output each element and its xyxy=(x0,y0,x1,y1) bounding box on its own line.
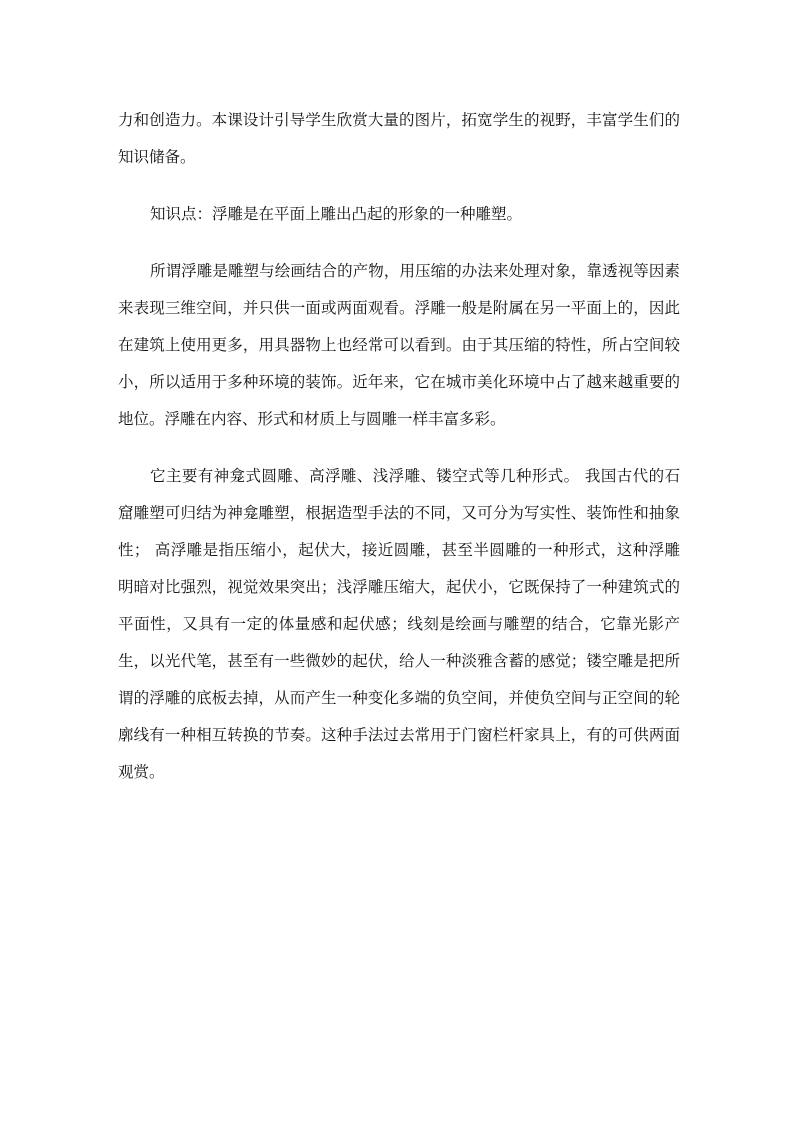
paragraph-1: 力和创造力。本课设计引导学生欣赏大量的图片，拓宽学生的视野，丰富学生们的知识储备。 xyxy=(118,111,680,166)
paragraph-2: 知识点：浮雕是在平面上雕出凸起的形象的一种雕塑。 xyxy=(150,205,523,223)
document-body xyxy=(118,102,680,791)
paragraph-3: 所谓浮雕是雕塑与绘画结合的产物，用压缩的办法来处理对象，靠透视等因素来表现三维空间，并只供一面或两面观看。浮雕一般是附属在另一平面上的，因此在建筑上使用更多，用具器物上也经常可以看到。由于其压缩的特性，所占空间较小，所以适用于多种环境的装饰。近年来，它在城市美化环境中占了越来越重要的地位。浮雕在内容、形式和材质上与圆雕一样丰富多彩。 xyxy=(118,262,680,428)
paragraph-4: 它主要有神龛式圆雕、高浮雕、浅浮雕、镂空式等几种形式。 我国古代的石窟雕塑可归结为神龛雕塑，根据造型手法的不同，又可分为写实性、装饰性和抽象性； 高浮雕是指压缩小，起伏大，接近圆雕，甚至半圆雕的一种形式，这种浮雕明暗对比强烈，视觉效果突出；浅浮雕压缩大，起伏小，它既保持了一种建筑式的平面性，又具有一定的体量感和起伏感；线刻是绘画与雕塑的结合，它靠光影产生，以光代笔，甚至有一些微妙的起伏，给人一种淡雅含蓄的感觉；镂空雕是把所谓的浮雕的底板去掉，从而产生一种变化多端的负空间，并使负空间与正空间的轮廓线有一种相互转换的节奏。这种手法过去常用于门窗栏杆家具上，有的可供两面观赏。 xyxy=(118,467,680,781)
